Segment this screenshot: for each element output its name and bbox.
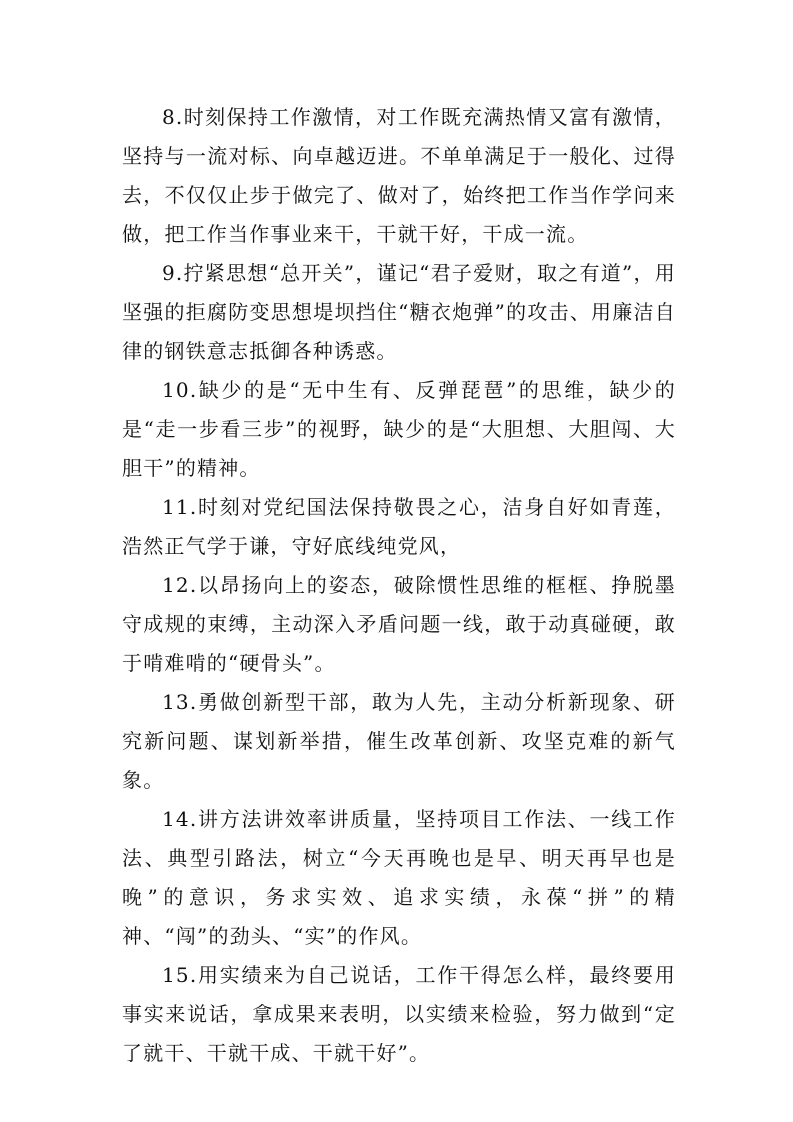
paragraph-item-14: 14.讲方法讲效率讲质量，坚持项目工作法、一线工作法、典型引路法，树立“今天再晚也是早、明天再早也是晚”的意识，务求实效、追求实绩，永葆“拼”的精神、“闯”的劲头、“实”的作风。 [122,807,676,948]
paragraph-item-15: 15.用实绩来为自己说话，工作干得怎么样，最终要用事实来说话，拿成果来表明，以实绩来检验，努力做到“定了就干、干就干成、干就干好”。 [122,963,676,1065]
paragraph-item-12: 12.以昂扬向上的姿态，破除惯性思维的框框、挣脱墨守成规的束缚，主动深入矛盾问题一线，敢于动真碰硬，敢于啃难啃的“硬骨头”。 [122,573,676,675]
paragraph-item-13: 13.勇做创新型干部，敢为人先，主动分析新现象、研究新问题、谋划新举措，催生改革创新、攻坚克难的新气象。 [122,690,676,792]
paragraph-item-9: 9.拧紧思想“总开关”，谨记“君子爱财，取之有道”，用坚强的拒腐防变思想堤坝挡住“糖衣炮弹”的攻击、用廉洁自律的钢铁意志抵御各种诱惑。 [122,261,676,363]
paragraph-item-8: 8.时刻保持工作激情，对工作既充满热情又富有激情，坚持与一流对标、向卓越迈进。不单单满足于一般化、过得去，不仅仅止步于做完了、做对了，始终把工作当作学问来做，把工作当作事业来干，干就干好，干成一流。 [122,105,676,246]
paragraph-item-10: 10.缺少的是“无中生有、反弹琵琶”的思维，缺少的是“走一步看三步”的视野，缺少的是“大胆想、大胆闯、大胆干”的精神。 [122,378,676,480]
document-body [122,98,676,1073]
paragraph-item-11: 11.时刻对党纪国法保持敬畏之心，洁身自好如青莲，浩然正气学于谦，守好底线纯党风， [122,495,676,558]
